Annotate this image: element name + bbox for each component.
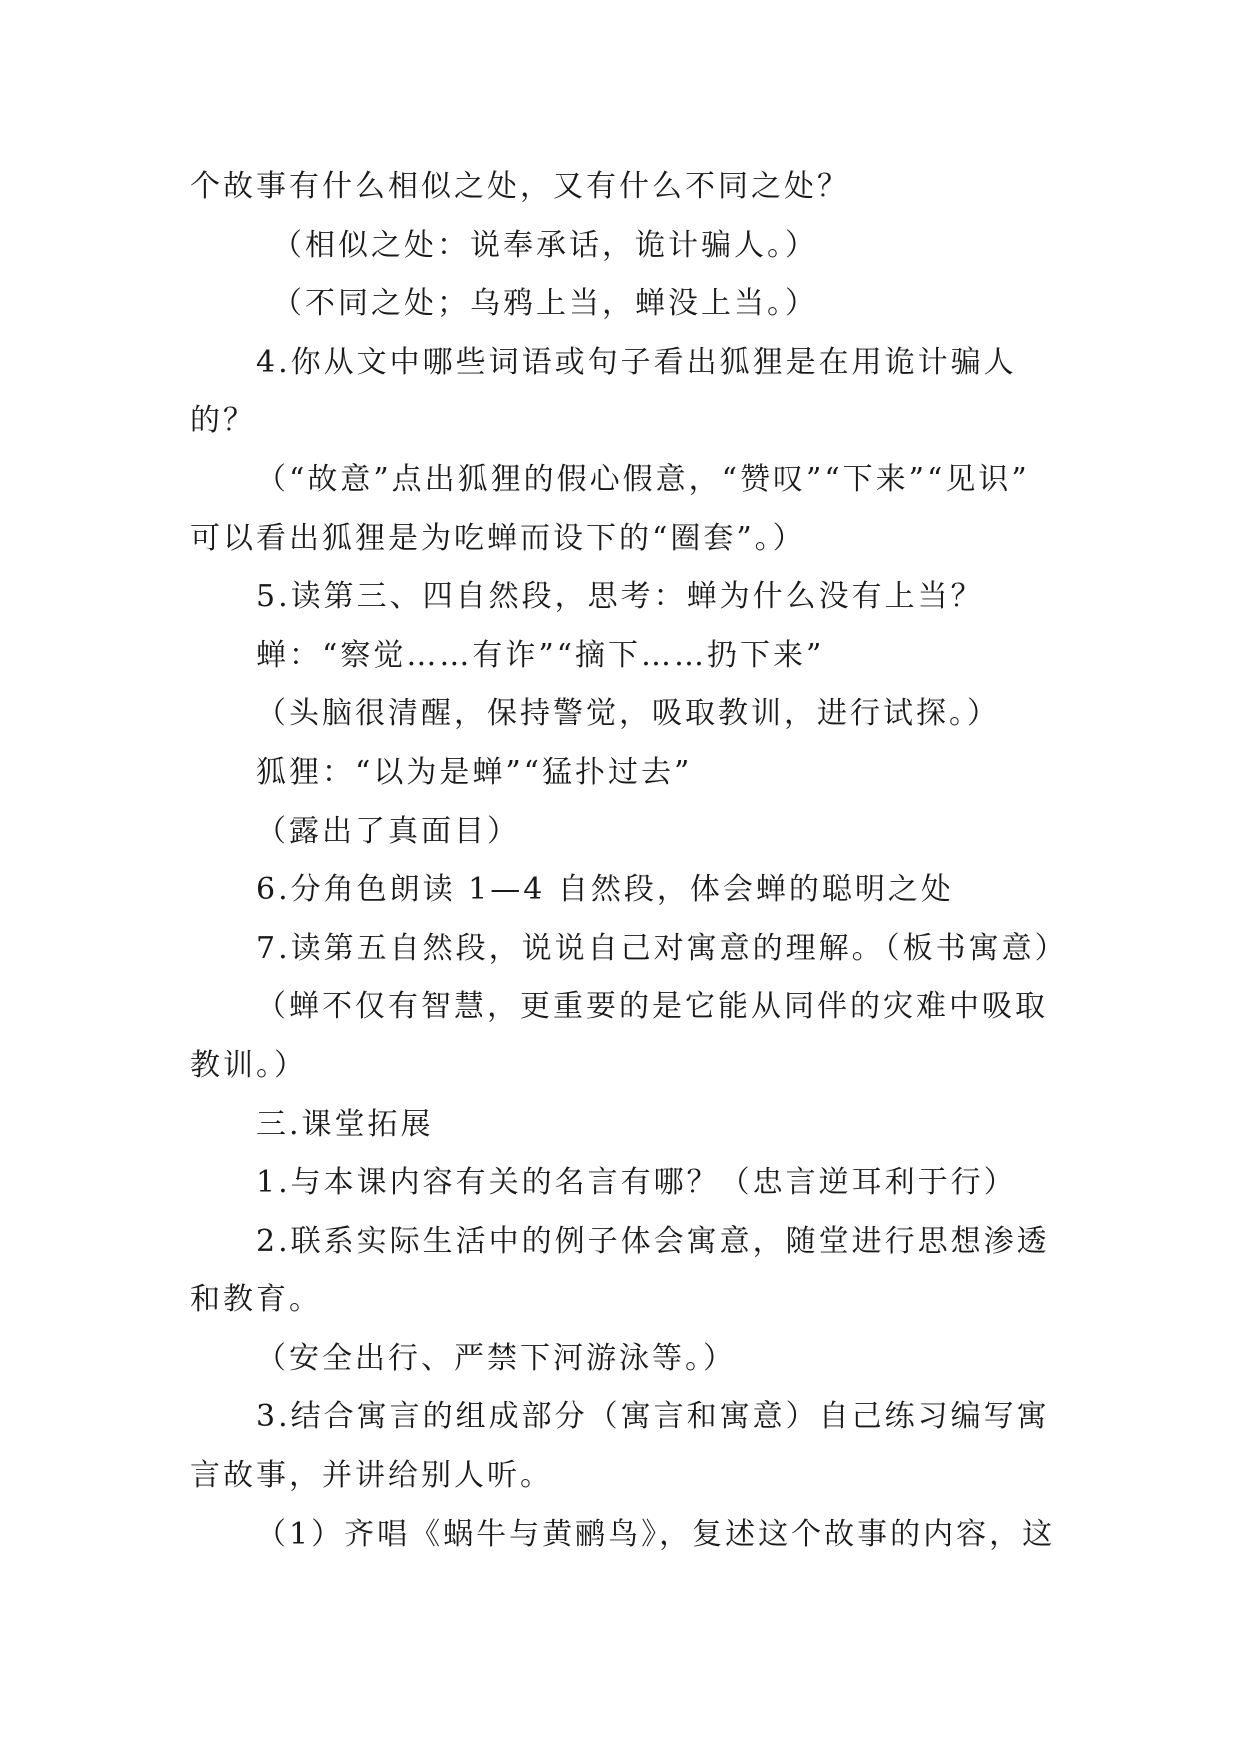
text-line: 2.联系实际生活中的例子体会寓意，随堂进行思想渗透 <box>256 1223 1050 1259</box>
text-line: 的？ <box>190 403 256 439</box>
text-line: 教训。） <box>190 1047 307 1083</box>
text-line: 6.分角色朗读 1—4 自然段，体会蝉的聪明之处 <box>256 872 954 908</box>
text-line: 言故事，并讲给别人听。 <box>190 1458 553 1494</box>
text-line: 可以看出狐狸是为吃蝉而设下的“圈套”。） <box>190 520 806 556</box>
text-line: （头脑很清醒，保持警觉，吸取教训，进行试探。） <box>256 696 1000 732</box>
text-line: （不同之处；乌鸦上当，蝉没上当。） <box>272 286 818 322</box>
text-line: （安全出行、严禁下河游泳等。） <box>256 1340 736 1376</box>
text-line: 和教育。 <box>190 1282 322 1318</box>
text-line: （蝉不仅有智慧，更重要的是它能从同伴的灾难中吸取 <box>256 989 1048 1025</box>
document-body <box>190 158 1068 1564</box>
text-line: 4.你从文中哪些词语或句子看出狐狸是在用诡计骗人 <box>256 344 1017 380</box>
text-line: 1.与本课内容有关的名言有哪？（忠言逆耳利于行） <box>256 1165 1017 1201</box>
section-heading: 三.课堂拓展 <box>256 1106 434 1142</box>
text-line: （露出了真面目） <box>256 813 520 849</box>
text-line: 3.结合寓言的组成部分（寓言和寓意）自己练习编写寓 <box>256 1399 1050 1435</box>
text-line: 狐狸：“以为是蝉”“猛扑过去” <box>256 754 693 790</box>
text-line: 5.读第三、四自然段，思考：蝉为什么没有上当？ <box>256 579 984 615</box>
text-line: 蝉：“察觉……有诈”“摘下……扔下来” <box>256 637 825 673</box>
text-line: （1）齐唱《蜗牛与黄鹂鸟》，复述这个故事的内容，这 <box>256 1516 1056 1552</box>
text-line: 个故事有什么相似之处，又有什么不同之处？ <box>190 169 850 204</box>
text-line: （相似之处：说奉承话，诡计骗人。） <box>272 227 818 263</box>
text-line: （“故意”点出狐狸的假心假意，“赞叹”“下来”“见识” <box>256 461 1030 497</box>
text-line: 7.读第五自然段，说说自己对寓意的理解。（板书寓意） <box>256 930 1068 966</box>
